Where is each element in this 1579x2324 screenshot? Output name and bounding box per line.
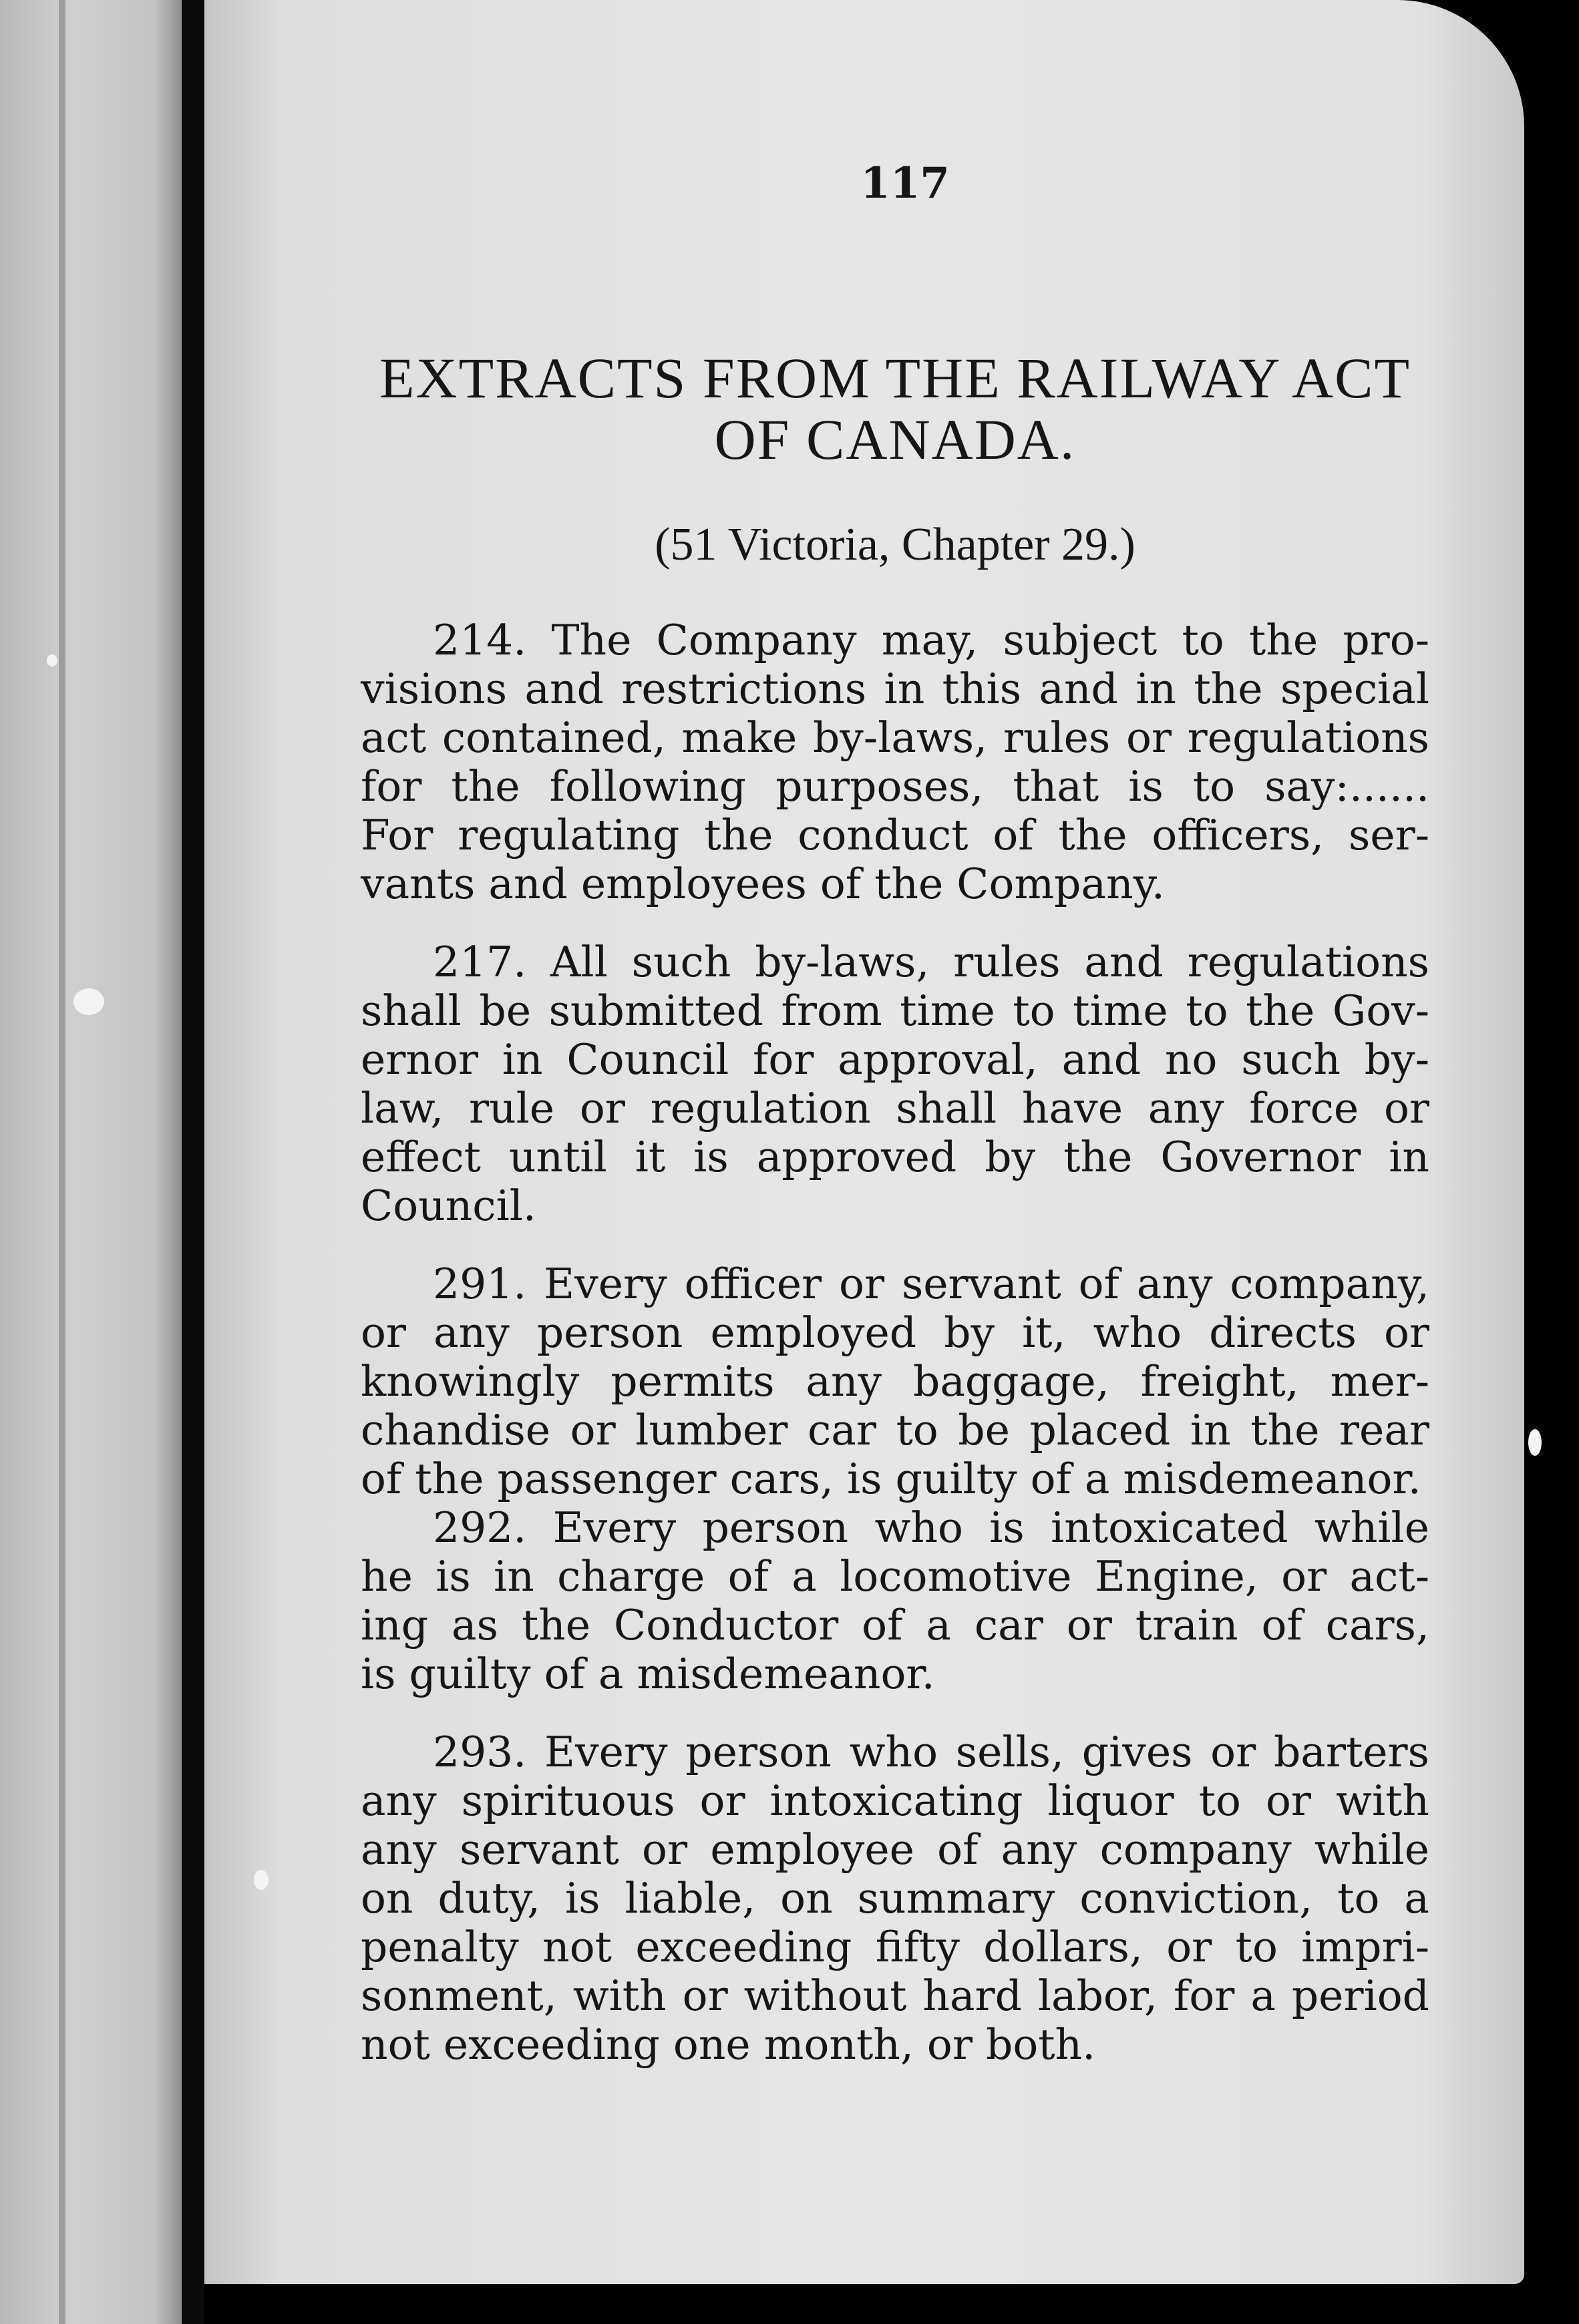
text-line: Council. <box>361 1181 536 1230</box>
scan-speck <box>1528 1429 1542 1456</box>
text-line: any spirituous or intoxicating liquor to or with <box>361 1776 1429 1825</box>
text-line: effect until it is approved by the Governor in <box>361 1133 1429 1181</box>
page-text <box>361 160 1429 2098</box>
text-line: chandise or lumber car to be placed in the rear <box>361 1406 1429 1455</box>
section-291 <box>361 1260 1429 1503</box>
heading-line: EXTRACTS FROM THE RAILWAY ACT <box>379 346 1411 410</box>
text-line: or any person employed by it, who directs or <box>361 1308 1429 1357</box>
document-heading <box>361 347 1429 470</box>
scan-speck <box>47 654 57 666</box>
text-line: he is in charge of a locomotive Engine, or act- <box>361 1552 1429 1601</box>
text-line: knowingly permits any baggage, freight, mer- <box>361 1357 1429 1406</box>
text-line: penalty not exceeding fifty dollars, or to impri- <box>361 1923 1429 1971</box>
section-292 <box>361 1503 1429 1698</box>
text-line: For regulating the conduct of the officers, ser- <box>361 811 1429 859</box>
text-line: of the passenger cars, is guilty of a misdemeanor. <box>361 1455 1421 1503</box>
text-line: 214. The Company may, subject to the pro- <box>433 616 1429 664</box>
section-293 <box>361 1728 1429 2069</box>
text-line: vants and employees of the Company. <box>361 859 1165 908</box>
text-line: 291. Every officer or servant of any company, <box>433 1260 1429 1308</box>
page-number: 117 <box>860 158 950 208</box>
text-line: shall be submitted from time to time to the Gov- <box>361 986 1429 1035</box>
left-page-edge <box>0 0 182 2324</box>
text-line: ing as the Conductor of a car or train of cars, <box>361 1601 1429 1650</box>
scan-speck <box>254 1870 269 1890</box>
section-214 <box>361 616 1429 908</box>
text-line: sonment, with or without hard labor, for a period <box>361 1971 1429 2020</box>
text-line: is guilty of a misdemeanor. <box>361 1650 935 1698</box>
text-line: visions and restrictions in this and in the special <box>361 664 1429 713</box>
section-217 <box>361 938 1429 1230</box>
text-line: law, rule or regulation shall have any force or <box>361 1084 1429 1133</box>
text-line: for the following purposes, that is to say:...... <box>361 762 1429 811</box>
text-line: any servant or employee of any company while <box>361 1825 1429 1874</box>
text-line: 217. All such by-laws, rules and regulations <box>433 938 1429 986</box>
text-line: not exceeding one month, or both. <box>361 2020 1096 2069</box>
text-line: on duty, is liable, on summary conviction, to a <box>361 1874 1429 1923</box>
text-line: ernor in Council for approval, and no such by- <box>361 1035 1429 1084</box>
left-page-fold-line <box>59 0 65 2324</box>
text-line: 293. Every person who sells, gives or barters <box>433 1728 1429 1776</box>
act-citation: (51 Victoria, Chapter 29.) <box>655 519 1135 570</box>
heading-line: OF CANADA. <box>714 407 1076 471</box>
book-gutter <box>182 0 204 2324</box>
text-line: 292. Every person who is intoxicated while <box>433 1503 1429 1552</box>
scan-speck <box>73 988 104 1015</box>
text-line: act contained, make by-laws, rules or regulations <box>361 713 1429 762</box>
